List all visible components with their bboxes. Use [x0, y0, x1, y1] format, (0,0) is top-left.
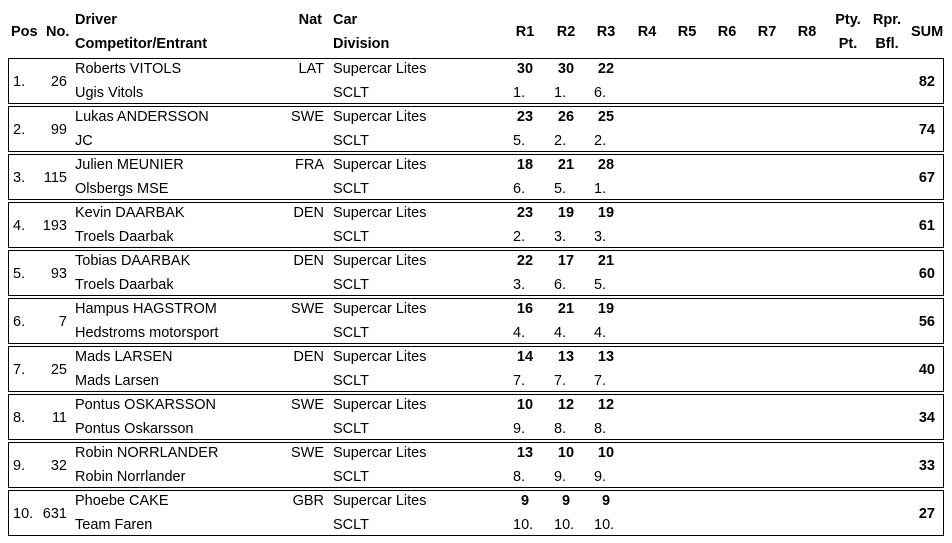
round-3-place: 1. — [594, 181, 607, 197]
sum-total: 40 — [918, 362, 935, 378]
car-number: 25 — [50, 362, 67, 378]
entrant-name: Mads Larsen — [75, 373, 159, 389]
round-1-points: 14 — [516, 349, 534, 365]
round-2-points: 10 — [557, 445, 575, 461]
round-2-place: 8. — [554, 421, 567, 437]
round-1-points: 22 — [516, 253, 534, 269]
position: 10. — [13, 506, 34, 522]
round-3-points: 22 — [597, 61, 615, 77]
header-round-3: R3 — [596, 24, 616, 40]
round-2-place: 3. — [554, 229, 567, 245]
round-3-place: 6. — [594, 85, 607, 101]
round-2-points: 12 — [557, 397, 575, 413]
header-driver: Driver — [75, 12, 117, 28]
header-penalty-2: Pt. — [838, 36, 858, 52]
header-round-5: R5 — [677, 24, 697, 40]
header-round-6: R6 — [717, 24, 737, 40]
division: SCLT — [333, 277, 369, 293]
round-2-place: 2. — [554, 133, 567, 149]
entrant-name: Robin Norrlander — [75, 469, 186, 485]
entrant-name: Pontus Oskarsson — [75, 421, 194, 437]
driver-name: Robin NORRLANDER — [75, 445, 219, 461]
round-1-points: 16 — [516, 301, 534, 317]
position: 2. — [13, 122, 26, 138]
round-3-place: 5. — [594, 277, 607, 293]
round-3-place: 8. — [594, 421, 607, 437]
round-1-points: 23 — [516, 205, 534, 221]
car-number: 93 — [50, 266, 67, 282]
division: SCLT — [333, 469, 369, 485]
car-name: Supercar Lites — [333, 109, 427, 125]
header-repair-2: Bfl. — [875, 36, 899, 52]
round-1-place: 5. — [513, 133, 526, 149]
driver-name: Lukas ANDERSSON — [75, 109, 209, 125]
round-2-place: 4. — [554, 325, 567, 341]
position: 7. — [13, 362, 26, 378]
round-1-place: 2. — [513, 229, 526, 245]
round-3-place: 10. — [594, 517, 615, 533]
sum-total: 56 — [918, 314, 935, 330]
round-2-points: 30 — [557, 61, 575, 77]
car-number: 26 — [50, 74, 67, 90]
division: SCLT — [333, 181, 369, 197]
division: SCLT — [333, 421, 369, 437]
round-2-points: 21 — [557, 157, 575, 173]
division: SCLT — [333, 85, 369, 101]
round-1-points: 30 — [516, 61, 534, 77]
round-2-points: 9 — [561, 493, 571, 509]
driver-name: Mads LARSEN — [75, 349, 173, 365]
round-1-points: 9 — [520, 493, 530, 509]
header-round-8: R8 — [797, 24, 817, 40]
position: 3. — [13, 170, 26, 186]
nationality: SWE — [290, 397, 324, 413]
round-3-place: 4. — [594, 325, 607, 341]
header-round-1: R1 — [515, 24, 535, 40]
car-name: Supercar Lites — [333, 61, 427, 77]
round-3-place: 3. — [594, 229, 607, 245]
header-penalty-1: Pty. — [835, 12, 861, 28]
round-3-points: 25 — [597, 109, 615, 125]
sum-total: 60 — [918, 266, 935, 282]
round-3-place: 2. — [594, 133, 607, 149]
header-car: Car — [333, 12, 358, 28]
driver-name: Phoebe CAKE — [75, 493, 169, 509]
position: 9. — [13, 458, 26, 474]
round-2-place: 7. — [554, 373, 567, 389]
table-header — [0, 0, 952, 57]
position: 6. — [13, 314, 26, 330]
sum-total: 33 — [918, 458, 935, 474]
car-number: 7 — [58, 314, 67, 330]
header-round-7: R7 — [757, 24, 777, 40]
nationality: LAT — [298, 61, 324, 77]
position: 4. — [13, 218, 26, 234]
round-3-points: 9 — [601, 493, 611, 509]
round-1-place: 4. — [513, 325, 526, 341]
header-round-4: R4 — [637, 24, 657, 40]
round-3-points: 21 — [597, 253, 615, 269]
division: SCLT — [333, 325, 369, 341]
division: SCLT — [333, 133, 369, 149]
round-1-place: 6. — [513, 181, 526, 197]
header-nat: Nat — [298, 12, 322, 28]
round-1-points: 13 — [516, 445, 534, 461]
nationality: SWE — [290, 109, 324, 125]
car-name: Supercar Lites — [333, 205, 427, 221]
header-sum: SUM — [911, 24, 944, 40]
round-2-points: 26 — [557, 109, 575, 125]
nationality: DEN — [293, 253, 324, 269]
header-round-2: R2 — [556, 24, 576, 40]
round-3-points: 19 — [597, 205, 615, 221]
car-name: Supercar Lites — [333, 253, 427, 269]
car-number: 99 — [50, 122, 67, 138]
round-2-points: 17 — [557, 253, 575, 269]
round-2-place: 5. — [554, 181, 567, 197]
sum-total: 61 — [918, 218, 935, 234]
car-number: 115 — [43, 170, 67, 186]
round-1-place: 1. — [513, 85, 526, 101]
nationality: DEN — [293, 349, 324, 365]
round-3-points: 10 — [597, 445, 615, 461]
car-name: Supercar Lites — [333, 349, 427, 365]
header-repair-1: Rpr. — [872, 12, 902, 28]
entrant-name: JC — [75, 133, 93, 149]
entrant-name: Ugis Vitols — [75, 85, 144, 101]
round-1-place: 10. — [513, 517, 534, 533]
round-2-place: 9. — [554, 469, 567, 485]
driver-name: Julien MEUNIER — [75, 157, 184, 173]
sum-total: 27 — [918, 506, 935, 522]
nationality: DEN — [293, 205, 324, 221]
sum-total: 34 — [918, 410, 935, 426]
car-number: 631 — [42, 506, 67, 522]
car-name: Supercar Lites — [333, 301, 427, 317]
entrant-name: Troels Daarbak — [75, 277, 174, 293]
round-1-place: 7. — [513, 373, 526, 389]
division: SCLT — [333, 229, 369, 245]
car-name: Supercar Lites — [333, 397, 427, 413]
entrant-name: Olsbergs MSE — [75, 181, 169, 197]
round-3-points: 13 — [597, 349, 615, 365]
car-number: 32 — [50, 458, 67, 474]
entrant-name: Troels Daarbak — [75, 229, 174, 245]
round-2-place: 6. — [554, 277, 567, 293]
round-2-points: 19 — [557, 205, 575, 221]
nationality: SWE — [290, 445, 324, 461]
driver-name: Pontus OSKARSSON — [75, 397, 217, 413]
nationality: SWE — [290, 301, 324, 317]
header-competitor: Competitor/Entrant — [75, 36, 208, 52]
sum-total: 82 — [918, 74, 935, 90]
header-division: Division — [333, 36, 390, 52]
round-3-points: 19 — [597, 301, 615, 317]
round-3-points: 12 — [597, 397, 615, 413]
position: 1. — [13, 74, 26, 90]
header-pos: Pos — [11, 24, 38, 40]
round-1-place: 8. — [513, 469, 526, 485]
driver-name: Tobias DAARBAK — [75, 253, 191, 269]
round-2-place: 1. — [554, 85, 567, 101]
round-1-points: 18 — [516, 157, 534, 173]
round-1-points: 23 — [516, 109, 534, 125]
entrant-name: Hedstroms motorsport — [75, 325, 219, 341]
round-3-points: 28 — [597, 157, 615, 173]
division: SCLT — [333, 373, 369, 389]
round-3-place: 9. — [594, 469, 607, 485]
driver-name: Hampus HAGSTROM — [75, 301, 217, 317]
position: 5. — [13, 266, 26, 282]
driver-name: Kevin DAARBAK — [75, 205, 185, 221]
round-1-points: 10 — [516, 397, 534, 413]
round-1-place: 3. — [513, 277, 526, 293]
car-name: Supercar Lites — [333, 445, 427, 461]
round-2-points: 13 — [557, 349, 575, 365]
round-3-place: 7. — [594, 373, 607, 389]
entrant-name: Team Faren — [75, 517, 153, 533]
car-name: Supercar Lites — [333, 493, 427, 509]
division: SCLT — [333, 517, 369, 533]
car-number: 193 — [42, 218, 67, 234]
round-2-place: 10. — [554, 517, 575, 533]
header-no: No. — [46, 24, 70, 40]
sum-total: 74 — [918, 122, 935, 138]
position: 8. — [13, 410, 26, 426]
car-number: 11 — [51, 410, 67, 426]
car-name: Supercar Lites — [333, 157, 427, 173]
nationality: FRA — [295, 157, 324, 173]
round-1-place: 9. — [513, 421, 526, 437]
nationality: GBR — [292, 493, 324, 509]
round-2-points: 21 — [557, 301, 575, 317]
driver-name: Roberts VITOLS — [75, 61, 182, 77]
sum-total: 67 — [918, 170, 935, 186]
